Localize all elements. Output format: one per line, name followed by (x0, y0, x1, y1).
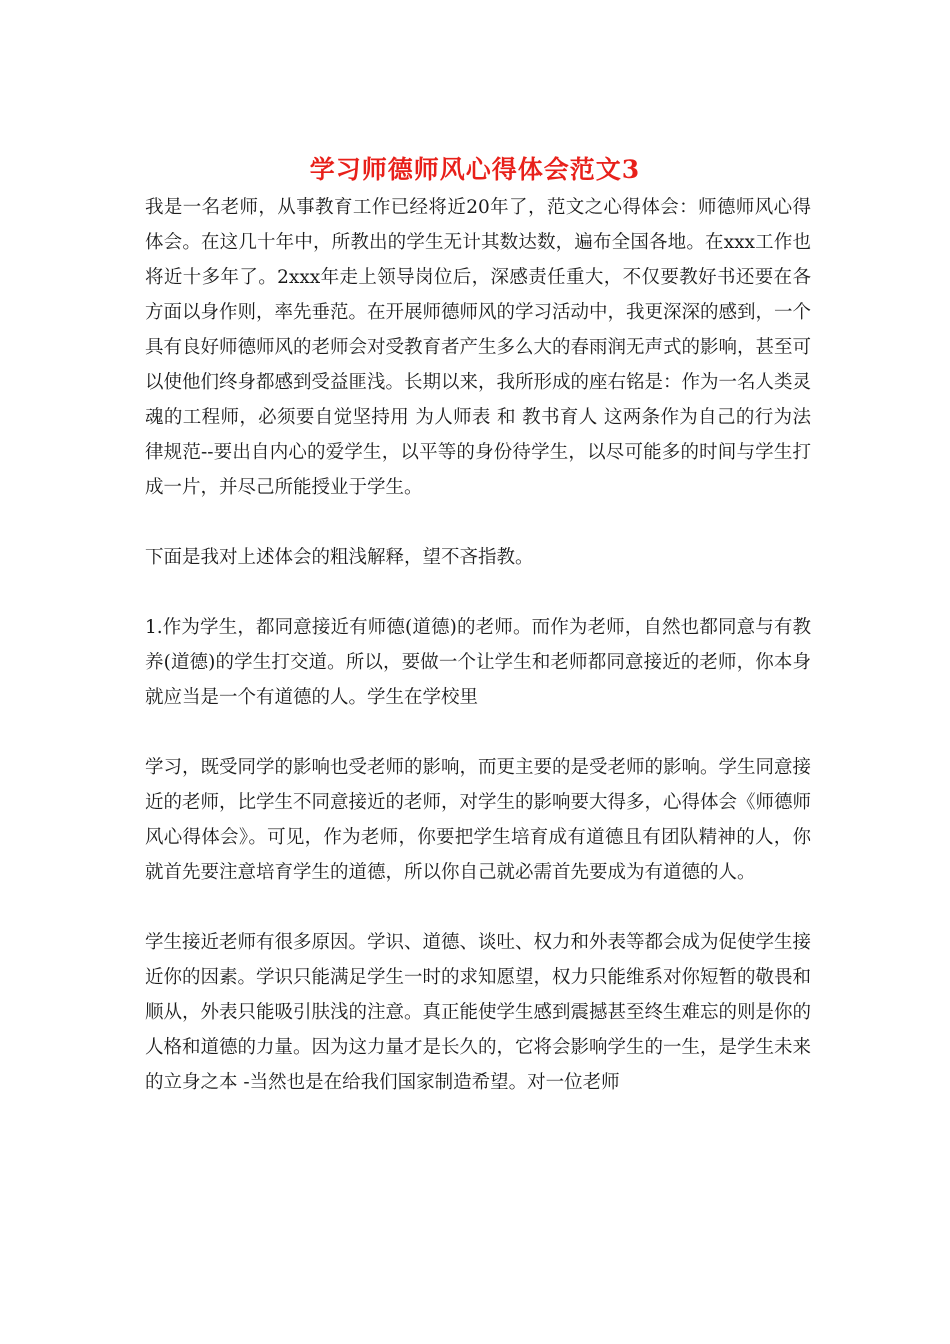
paragraph-explanation-lead: 下面是我对上述体会的粗浅解释，望不吝指教。 (145, 547, 534, 568)
paragraph-intro: 我是一名老师，从事教育工作已经将近20年了，范文之心得体会：师德师风心得体会。在这几十年中，所教出的学生无计其数达数，遍布全国各地。在xxx工作也将近十多年了。2xxx年走上领导岗位后，深感责任重大，不仅要教好书还要在各方面以身作则，率先垂范。在开展师德师风的学习活动中，我更深深的感到，一个具有良好师德师风的老师会对受教育者产生多么大的春雨润无声式的影响，甚至可以使他们终身都感到受益匪浅。长期以来，我所形成的座右铭是：作为一名人类灵魂的工程师，必须要自觉坚持用 为人师表 和 教书育人 这两条作为自己的行为法律规范--要出自内心的爱学生，以平等的身份待学生，以尽可能多的时间与学生打成一片，并尽己所能授业于学生。 (145, 197, 812, 498)
paragraph-influence: 学习，既受同学的影响也受老师的影响，而更主要的是受老师的影响。学生同意接近的老师，比学生不同意接近的老师，对学生的影响要大得多，心得体会《师德师风心得体会》。可见，作为老师，你要把学生培育成有道德且有团队精神的人，你就首先要注意培育学生的道德，所以你自己就必需首先要成为有道德的人。 (145, 757, 812, 883)
document-body (145, 190, 811, 1100)
paragraph-reasons: 学生接近老师有很多原因。学识、道德、谈吐、权力和外表等都会成为促使学生接近你的因素。学识只能满足学生一时的求知愿望，权力只能维系对你短暂的敬畏和顺从，外表只能吸引肤浅的注意。真正能使学生感到震撼甚至终生难忘的则是你的人格和道德的力量。因为这力量才是长久的，它将会影响学生的一生，是学生未来的立身之本 -当然也是在给我们国家制造希望。对一位老师 (145, 932, 812, 1093)
paragraph-point-1: 1.作为学生，都同意接近有师德(道德)的老师。而作为老师，自然也都同意与有教养(道德)的学生打交道。所以，要做一个让学生和老师都同意接近的老师，你本身就应当是一个有道德的人。学生在学校里 (145, 617, 811, 708)
document-title: 学习师德师风心得体会范文3 (309, 155, 641, 184)
